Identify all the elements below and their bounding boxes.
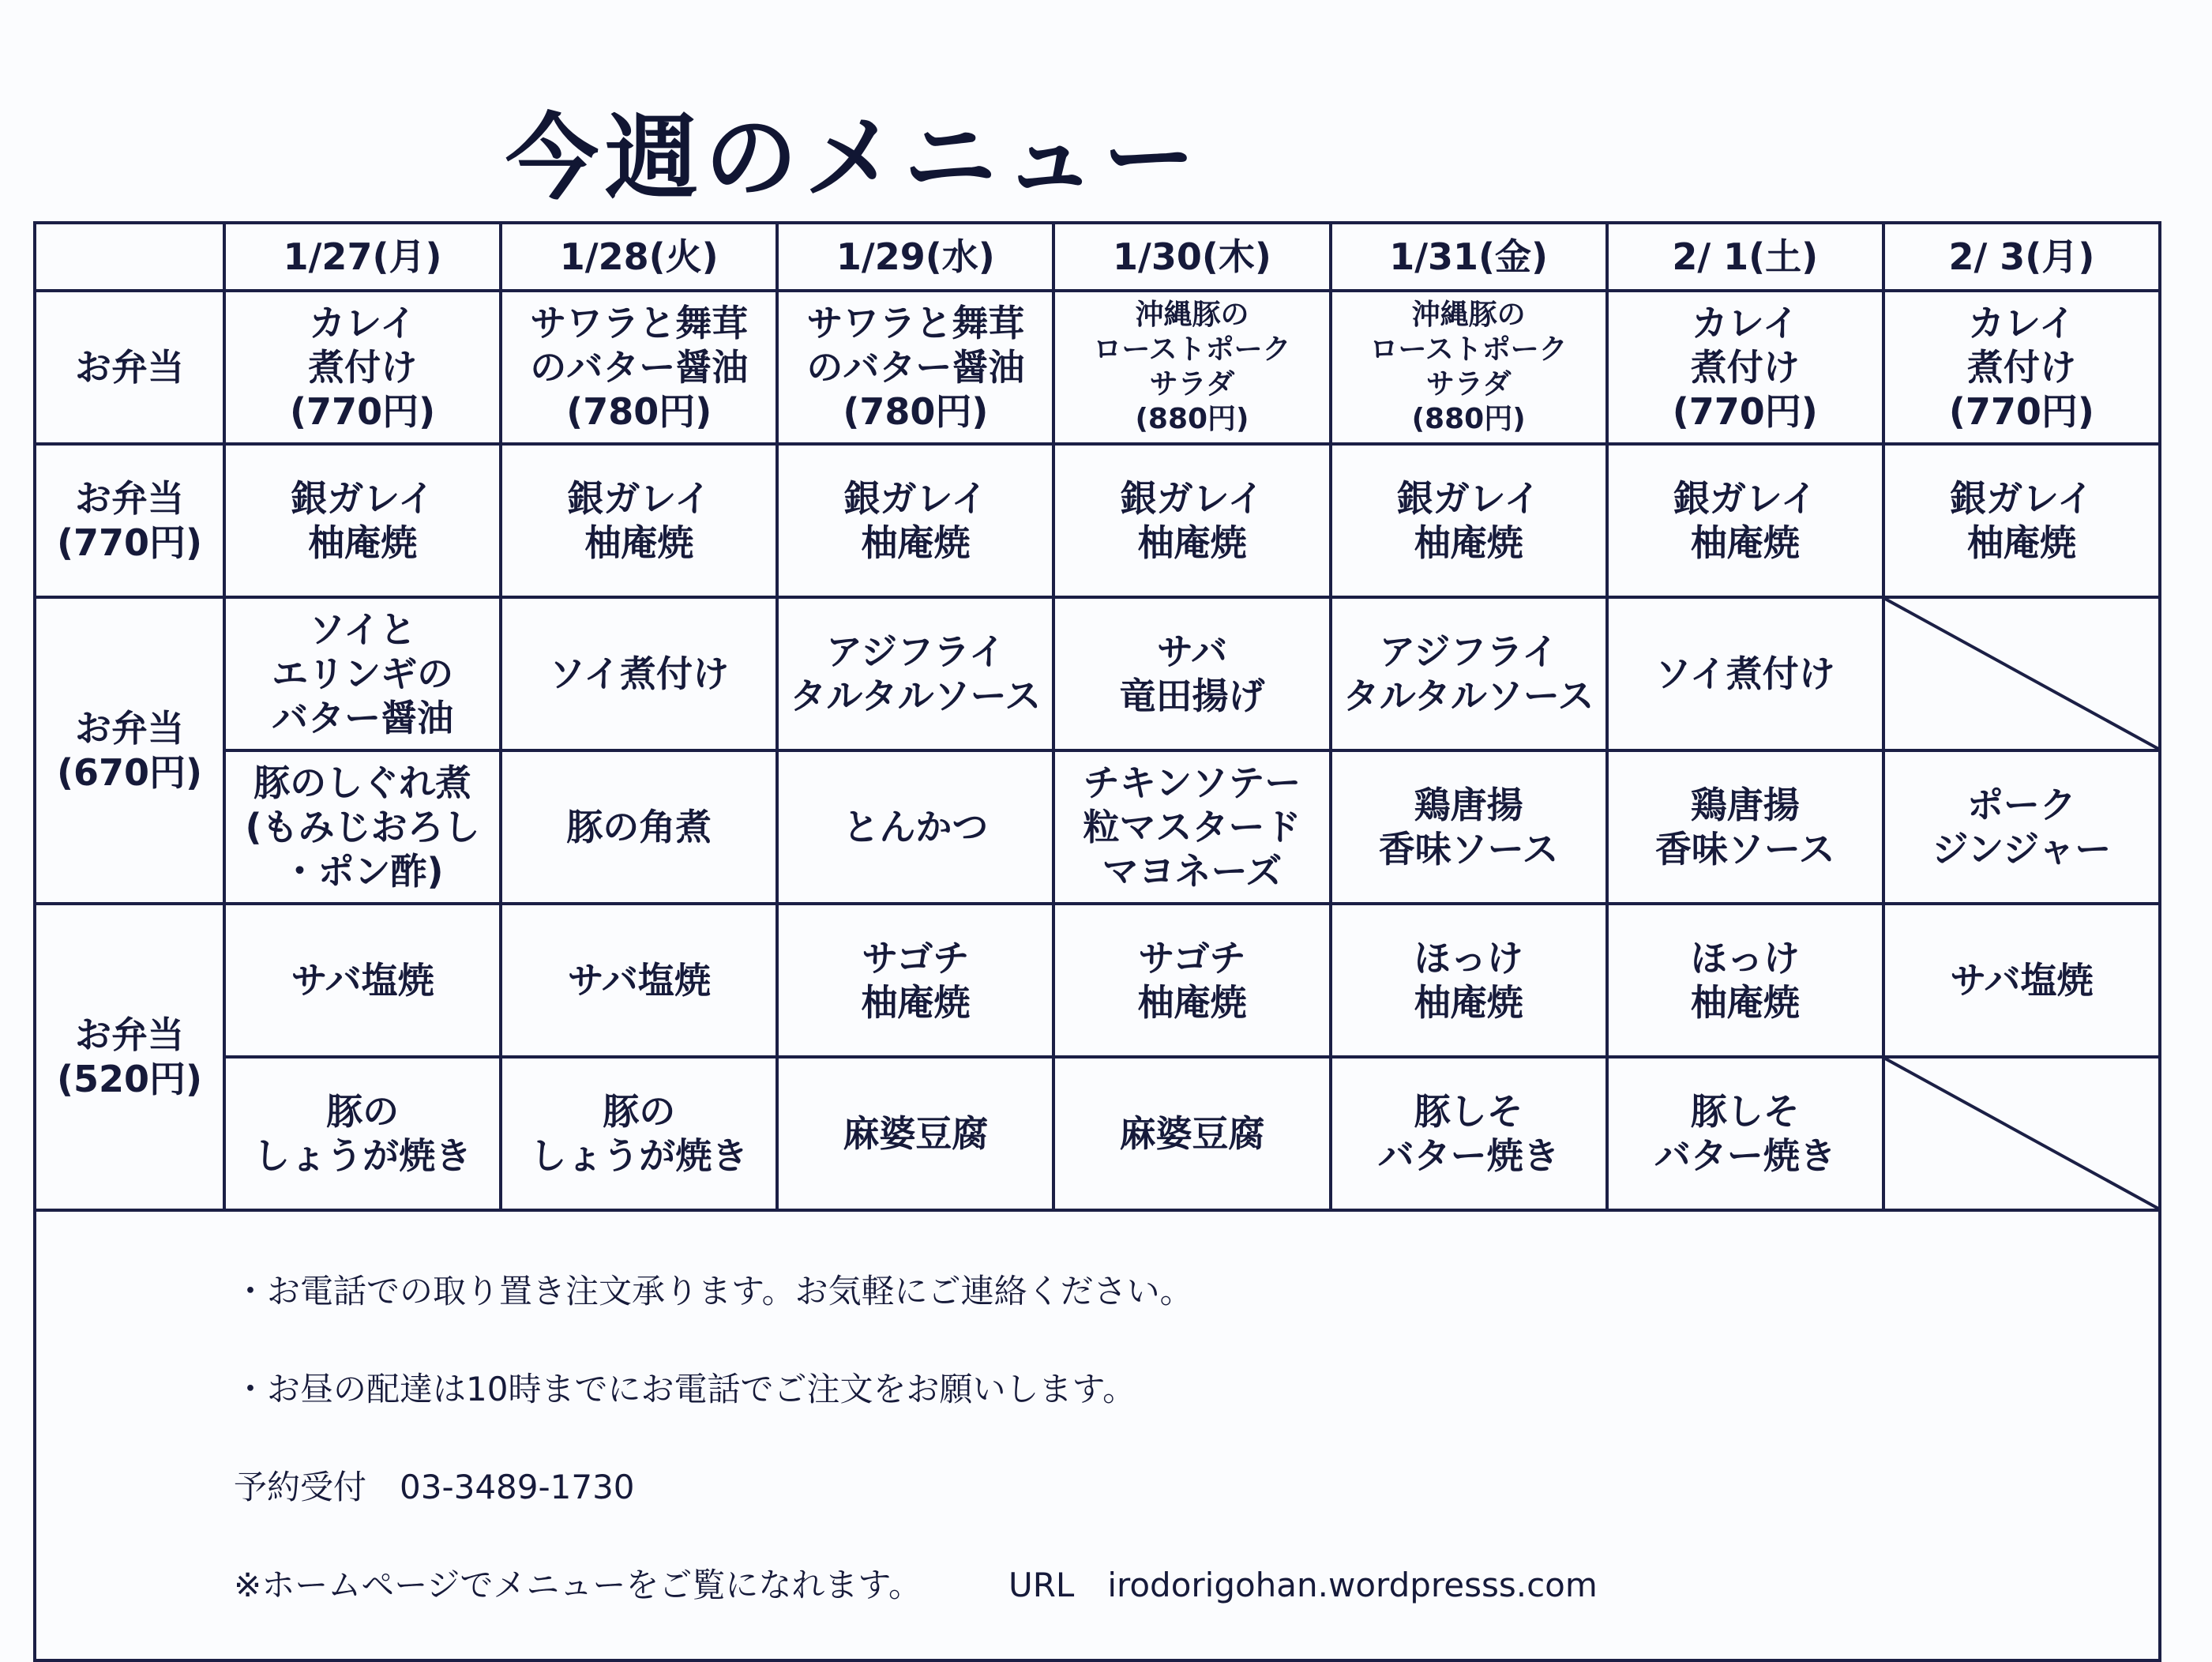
menu-cell: 銀ガレイ 柚庵焼 bbox=[501, 444, 777, 597]
notes-row bbox=[35, 1210, 2160, 1660]
menu-cell: 銀ガレイ 柚庵焼 bbox=[224, 444, 501, 597]
homepage-url-link[interactable]: URL irodorigohan.wordpresss.com bbox=[1008, 1566, 1598, 1604]
menu-row bbox=[35, 1057, 2160, 1210]
menu-cell: 豚のしぐれ煮 (もみじおろし ・ポン酢) bbox=[224, 750, 501, 904]
menu-cell: サゴチ 柚庵焼 bbox=[1053, 904, 1330, 1057]
menu-cell: 豚しそ バター焼き bbox=[1607, 1057, 1883, 1210]
menu-cell: ポーク ジンジャー bbox=[1883, 750, 2160, 904]
menu-cell: 豚の しょうが焼き bbox=[224, 1057, 501, 1210]
menu-row bbox=[35, 291, 2160, 444]
menu-cell: ソイと エリンギの バター醤油 bbox=[224, 597, 501, 750]
note-delivery: ・お昼の配達は10時までにお電話でご注文をお願いします。 bbox=[234, 1370, 1136, 1408]
diagonal-line-icon bbox=[1885, 1058, 2158, 1209]
day-header: 2/ 3(月) bbox=[1883, 223, 2160, 291]
menu-cell: 銀ガレイ 柚庵焼 bbox=[1053, 444, 1330, 597]
menu-cell: ソイ煮付け bbox=[1607, 597, 1883, 750]
menu-cell: 銀ガレイ 柚庵焼 bbox=[777, 444, 1053, 597]
menu-cell: 豚しそ バター焼き bbox=[1331, 1057, 1607, 1210]
menu-cell: チキンソテー 粒マスタード マヨネーズ bbox=[1053, 750, 1330, 904]
note-reservation-phone: 予約受付 03-3489-1730 bbox=[234, 1468, 635, 1506]
menu-cell: サバ塩焼 bbox=[1883, 904, 2160, 1057]
menu-cell: サワラと舞茸 のバター醤油 (780円) bbox=[777, 291, 1053, 444]
menu-cell: ほっけ 柚庵焼 bbox=[1607, 904, 1883, 1057]
note-phone-order: ・お電話での取り置き注文承ります。お気軽にご連絡ください。 bbox=[234, 1272, 1193, 1310]
menu-cell: 麻婆豆腐 bbox=[777, 1057, 1053, 1210]
menu-cell: 豚の しょうが焼き bbox=[501, 1057, 777, 1210]
menu-cell: 豚の角煮 bbox=[501, 750, 777, 904]
day-header: 2/ 1(土) bbox=[1607, 223, 1883, 291]
notes-box bbox=[35, 1210, 2160, 1660]
menu-cell: ほっけ 柚庵焼 bbox=[1331, 904, 1607, 1057]
menu-row bbox=[35, 750, 2160, 904]
menu-cell: 鶏唐揚 香味ソース bbox=[1331, 750, 1607, 904]
menu-cell: 銀ガレイ 柚庵焼 bbox=[1607, 444, 1883, 597]
day-header: 1/27(月) bbox=[224, 223, 501, 291]
menu-cell: 沖縄豚の ローストポーク サラダ (880円) bbox=[1331, 291, 1607, 444]
menu-cell: サバ塩焼 bbox=[501, 904, 777, 1057]
diagonal-line-icon bbox=[1885, 599, 2158, 749]
menu-cell: サワラと舞茸 のバター醤油 (780円) bbox=[501, 291, 777, 444]
menu-cell: ソイ煮付け bbox=[501, 597, 777, 750]
menu-cell: サバ 竜田揚げ bbox=[1053, 597, 1330, 750]
empty-cell-diagonal bbox=[1883, 1057, 2160, 1210]
day-header: 1/28(火) bbox=[501, 223, 777, 291]
empty-cell-diagonal bbox=[1883, 597, 2160, 750]
menu-row bbox=[35, 597, 2160, 750]
menu-table bbox=[33, 221, 2161, 1662]
page-title: 今週のメニュー bbox=[505, 103, 1203, 212]
row-label: お弁当 (670円) bbox=[35, 597, 224, 904]
header-row bbox=[35, 223, 2160, 291]
menu-cell: 鶏唐揚 香味ソース bbox=[1607, 750, 1883, 904]
menu-cell: アジフライ タルタルソース bbox=[1331, 597, 1607, 750]
menu-cell: アジフライ タルタルソース bbox=[777, 597, 1053, 750]
note-homepage-text: ※ホームページでメニューをご覧になれます。 bbox=[234, 1566, 922, 1604]
menu-cell: カレイ 煮付け (770円) bbox=[224, 291, 501, 444]
menu-cell: 銀ガレイ 柚庵焼 bbox=[1331, 444, 1607, 597]
menu-cell: カレイ 煮付け (770円) bbox=[1883, 291, 2160, 444]
corner-cell bbox=[35, 223, 224, 291]
menu-cell: サゴチ 柚庵焼 bbox=[777, 904, 1053, 1057]
menu-cell: 麻婆豆腐 bbox=[1053, 1057, 1330, 1210]
note-homepage bbox=[234, 1561, 2158, 1610]
menu-cell: とんかつ bbox=[777, 750, 1053, 904]
menu-cell: 沖縄豚の ローストポーク サラダ (880円) bbox=[1053, 291, 1330, 444]
row-label: お弁当 (520円) bbox=[35, 904, 224, 1210]
menu-row bbox=[35, 904, 2160, 1057]
menu-cell: 銀ガレイ 柚庵焼 bbox=[1883, 444, 2160, 597]
day-header: 1/30(木) bbox=[1053, 223, 1330, 291]
row-label: お弁当 bbox=[35, 291, 224, 444]
day-header: 1/29(水) bbox=[777, 223, 1053, 291]
menu-cell: サバ塩焼 bbox=[224, 904, 501, 1057]
menu-cell: カレイ 煮付け (770円) bbox=[1607, 291, 1883, 444]
day-header: 1/31(金) bbox=[1331, 223, 1607, 291]
menu-row bbox=[35, 444, 2160, 597]
row-label: お弁当 (770円) bbox=[35, 444, 224, 597]
